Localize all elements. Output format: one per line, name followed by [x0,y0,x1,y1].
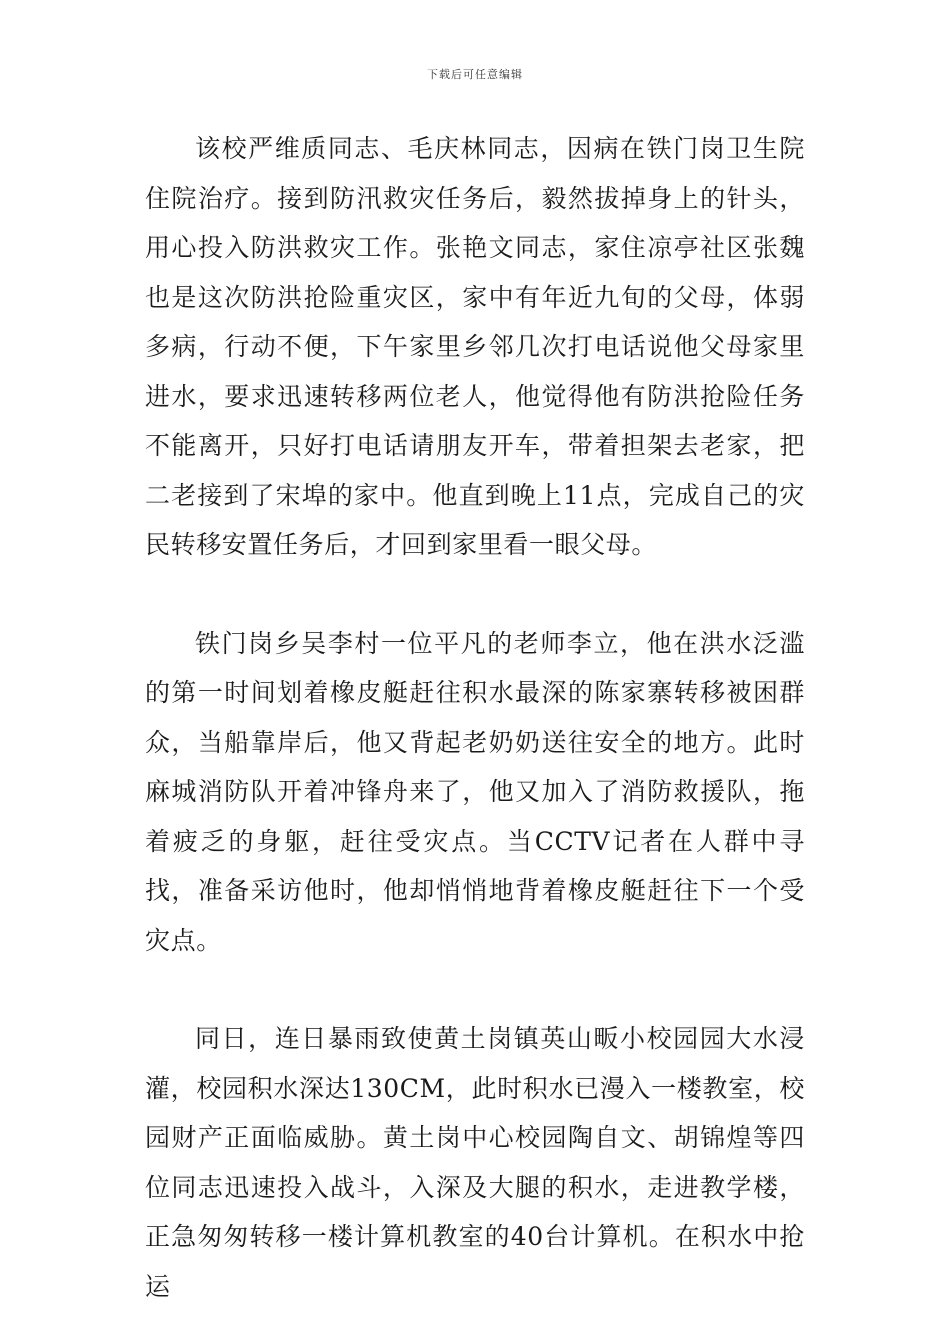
paragraph-3: 同日，连日暴雨致使黄土岗镇英山畈小校园园大水浸灌，校园积水深达130CM，此时积水已漫入一楼教室，校园财产正面临威胁。黄土岗中心校园陶自文、胡锦煌等四位同志迅速投入战斗，入深及大腿的积水，走进教学楼，正急匆匆转移一楼计算机教室的40台计算机。在积水中抢运 [145,1024,805,1301]
paragraph-1: 该校严维质同志、毛庆林同志，因病在铁门岗卫生院住院治疗。接到防汛救灾任务后，毅然拔掉身上的针头，用心投入防洪救灾工作。张艳文同志，家住凉亭社区张魏也是这次防洪抢险重灾区，家中有年近九旬的父母，体弱多病，行动不便，下午家里乡邻几次打电话说他父母家里进水，要求迅速转移两位老人，他觉得他有防洪抢险任务不能离开，只好打电话请朋友开车，带着担架去老家，把二老接到了宋埠的家中。他直到晚上11点，完成自己的灾民转移安置任务后，才回到家里看一眼父母。 [145,134,805,559]
page-header: 下载后可任意编辑 [427,68,523,81]
paragraph-2: 铁门岗乡吴李村一位平凡的老师李立，他在洪水泛滥的第一时间划着橡皮艇赶往积水最深的陈家寨转移被困群众，当船靠岸后，他又背起老奶奶送往安全的地方。此时麻城消防队开着冲锋舟来了，他又加入了消防救援队，拖着疲乏的身躯，赶往受灾点。当CCTV记者在人群中寻找，准备采访他时，他却悄悄地背着橡皮艇赶往下一个受灾点。 [145,628,805,955]
document-body [145,124,805,1311]
